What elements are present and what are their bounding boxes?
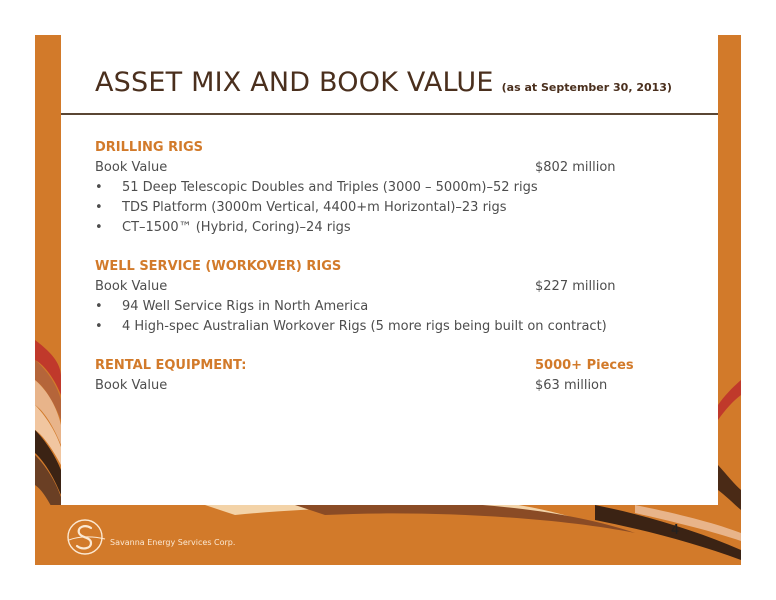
bullet-icon: • bbox=[95, 180, 103, 195]
list-item: 94 Well Service Rigs in North America bbox=[122, 299, 369, 314]
list-item: 4 High-spec Australian Workover Rigs (5 more rigs being built on contract) bbox=[122, 319, 607, 334]
book-value-amount: $227 million bbox=[535, 279, 616, 294]
book-value-label: Book Value bbox=[95, 279, 168, 294]
title-main: ASSET MIX AND BOOK VALUE bbox=[95, 67, 494, 98]
page-number: 4 bbox=[671, 523, 680, 538]
book-value-label: Book Value bbox=[95, 160, 168, 175]
title-subtitle: (as at September 30, 2013) bbox=[501, 81, 672, 94]
slide bbox=[35, 35, 741, 565]
list-item: 51 Deep Telescopic Doubles and Triples (3000 – 5000m)–52 rigs bbox=[122, 180, 538, 195]
section-header-drilling-rigs: DRILLING RIGS bbox=[95, 140, 203, 155]
page-title bbox=[95, 67, 672, 98]
rental-pieces-count: 5000+ Pieces bbox=[535, 358, 634, 373]
list-item: CT–1500™ (Hybrid, Coring)–24 rigs bbox=[122, 220, 351, 235]
section-header-well-service: WELL SERVICE (WORKOVER) RIGS bbox=[95, 259, 342, 274]
bullet-icon: • bbox=[95, 319, 103, 334]
section-header-rental-equipment: RENTAL EQUIPMENT: bbox=[95, 358, 247, 373]
book-value-amount: $63 million bbox=[535, 378, 608, 393]
bullet-icon: • bbox=[95, 200, 103, 215]
company-logo-text: Savanna Energy Services Corp. bbox=[110, 538, 236, 547]
list-item: TDS Platform (3000m Vertical, 4400+m Horizontal)–23 rigs bbox=[122, 200, 507, 215]
content-panel bbox=[61, 35, 718, 505]
title-divider bbox=[61, 113, 718, 115]
book-value-label: Book Value bbox=[95, 378, 168, 393]
bullet-icon: • bbox=[95, 299, 103, 314]
book-value-amount: $802 million bbox=[535, 160, 616, 175]
bullet-icon: • bbox=[95, 220, 103, 235]
savanna-s-icon bbox=[65, 516, 107, 558]
